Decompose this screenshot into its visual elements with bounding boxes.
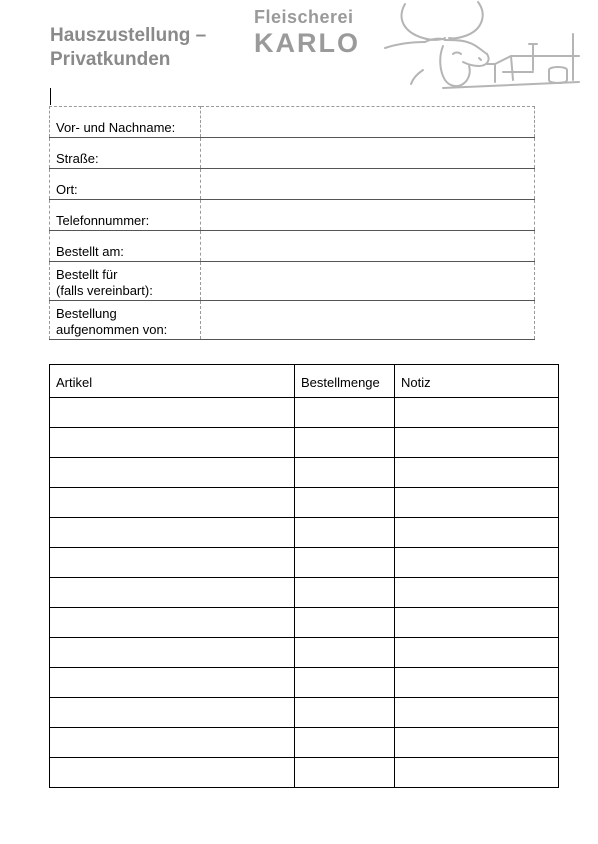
table-row	[50, 428, 559, 458]
cell-quantity[interactable]	[295, 578, 395, 608]
cell-quantity[interactable]	[295, 398, 395, 428]
table-row	[50, 578, 559, 608]
field-input-ordered-for[interactable]	[201, 262, 535, 301]
cell-article[interactable]	[50, 398, 295, 428]
table-row	[50, 488, 559, 518]
table-row	[50, 458, 559, 488]
text-cursor	[50, 88, 51, 105]
cell-quantity[interactable]	[295, 638, 395, 668]
column-header-note: Notiz	[395, 365, 559, 398]
order-table-body	[50, 398, 559, 788]
cell-article[interactable]	[50, 638, 295, 668]
order-items-table	[49, 364, 559, 788]
cell-article[interactable]	[50, 698, 295, 728]
cell-article[interactable]	[50, 518, 295, 548]
cell-quantity[interactable]	[295, 668, 395, 698]
cell-note[interactable]	[395, 668, 559, 698]
table-row	[50, 398, 559, 428]
table-row	[50, 518, 559, 548]
table-header-row	[50, 365, 559, 398]
field-label-city: Ort:	[50, 169, 201, 200]
cell-article[interactable]	[50, 548, 295, 578]
field-label-name: Vor- und Nachname:	[50, 107, 201, 138]
table-row	[50, 638, 559, 668]
field-input-taken-by[interactable]	[201, 301, 535, 340]
column-header-quantity: Bestellmenge	[295, 365, 395, 398]
title-line-1: Hauszustellung –	[50, 25, 207, 46]
cell-note[interactable]	[395, 638, 559, 668]
form-row-phone	[50, 200, 535, 231]
field-label-taken-by	[50, 301, 201, 340]
cell-note[interactable]	[395, 458, 559, 488]
form-row-name	[50, 107, 535, 138]
cell-article[interactable]	[50, 488, 295, 518]
form-row-taken-by	[50, 301, 535, 340]
field-label-phone: Telefonnummer:	[50, 200, 201, 231]
cell-note[interactable]	[395, 698, 559, 728]
cell-note[interactable]	[395, 608, 559, 638]
cell-article[interactable]	[50, 428, 295, 458]
cell-article[interactable]	[50, 608, 295, 638]
cell-quantity[interactable]	[295, 518, 395, 548]
cell-note[interactable]	[395, 728, 559, 758]
field-input-street[interactable]	[201, 138, 535, 169]
table-row	[50, 668, 559, 698]
table-row	[50, 608, 559, 638]
field-input-city[interactable]	[201, 169, 535, 200]
field-input-name[interactable]	[201, 107, 535, 138]
field-label-ordered-for	[50, 262, 201, 301]
cell-note[interactable]	[395, 428, 559, 458]
cell-article[interactable]	[50, 728, 295, 758]
cell-quantity[interactable]	[295, 488, 395, 518]
cell-quantity[interactable]	[295, 728, 395, 758]
field-label-taken-by-line1: Bestellung	[56, 306, 117, 321]
cell-quantity[interactable]	[295, 458, 395, 488]
table-row	[50, 728, 559, 758]
cell-quantity[interactable]	[295, 758, 395, 788]
cell-article[interactable]	[50, 758, 295, 788]
title-line-2: Privatkunden	[50, 49, 171, 70]
field-input-ordered-on[interactable]	[201, 231, 535, 262]
form-row-city	[50, 169, 535, 200]
cell-quantity[interactable]	[295, 698, 395, 728]
cell-article[interactable]	[50, 458, 295, 488]
field-label-taken-by-line2: aufgenommen von:	[56, 322, 168, 337]
table-row	[50, 758, 559, 788]
table-row	[50, 548, 559, 578]
cell-note[interactable]	[395, 518, 559, 548]
cell-note[interactable]	[395, 758, 559, 788]
cell-article[interactable]	[50, 668, 295, 698]
form-row-ordered-for	[50, 262, 535, 301]
cell-note[interactable]	[395, 578, 559, 608]
cell-note[interactable]	[395, 548, 559, 578]
cell-quantity[interactable]	[295, 428, 395, 458]
cell-quantity[interactable]	[295, 608, 395, 638]
table-row	[50, 698, 559, 728]
field-label-street: Straße:	[50, 138, 201, 169]
customer-info-form	[49, 106, 535, 340]
column-header-article: Artikel	[50, 365, 295, 398]
cell-quantity[interactable]	[295, 548, 395, 578]
cell-article[interactable]	[50, 578, 295, 608]
bull-head-logo-icon	[383, 0, 583, 92]
field-input-phone[interactable]	[201, 200, 535, 231]
field-label-ordered-on: Bestellt am:	[50, 231, 201, 262]
field-label-ordered-for-line1: Bestellt für	[56, 267, 118, 282]
form-row-ordered-on	[50, 231, 535, 262]
logo-line-1: Fleischerei	[254, 7, 354, 27]
cell-note[interactable]	[395, 398, 559, 428]
form-row-street	[50, 138, 535, 169]
logo-line-2: KARLO	[254, 28, 360, 58]
field-label-ordered-for-line2: (falls vereinbart):	[56, 283, 153, 298]
company-logo-text	[254, 7, 360, 58]
document-title	[50, 24, 206, 72]
cell-note[interactable]	[395, 488, 559, 518]
